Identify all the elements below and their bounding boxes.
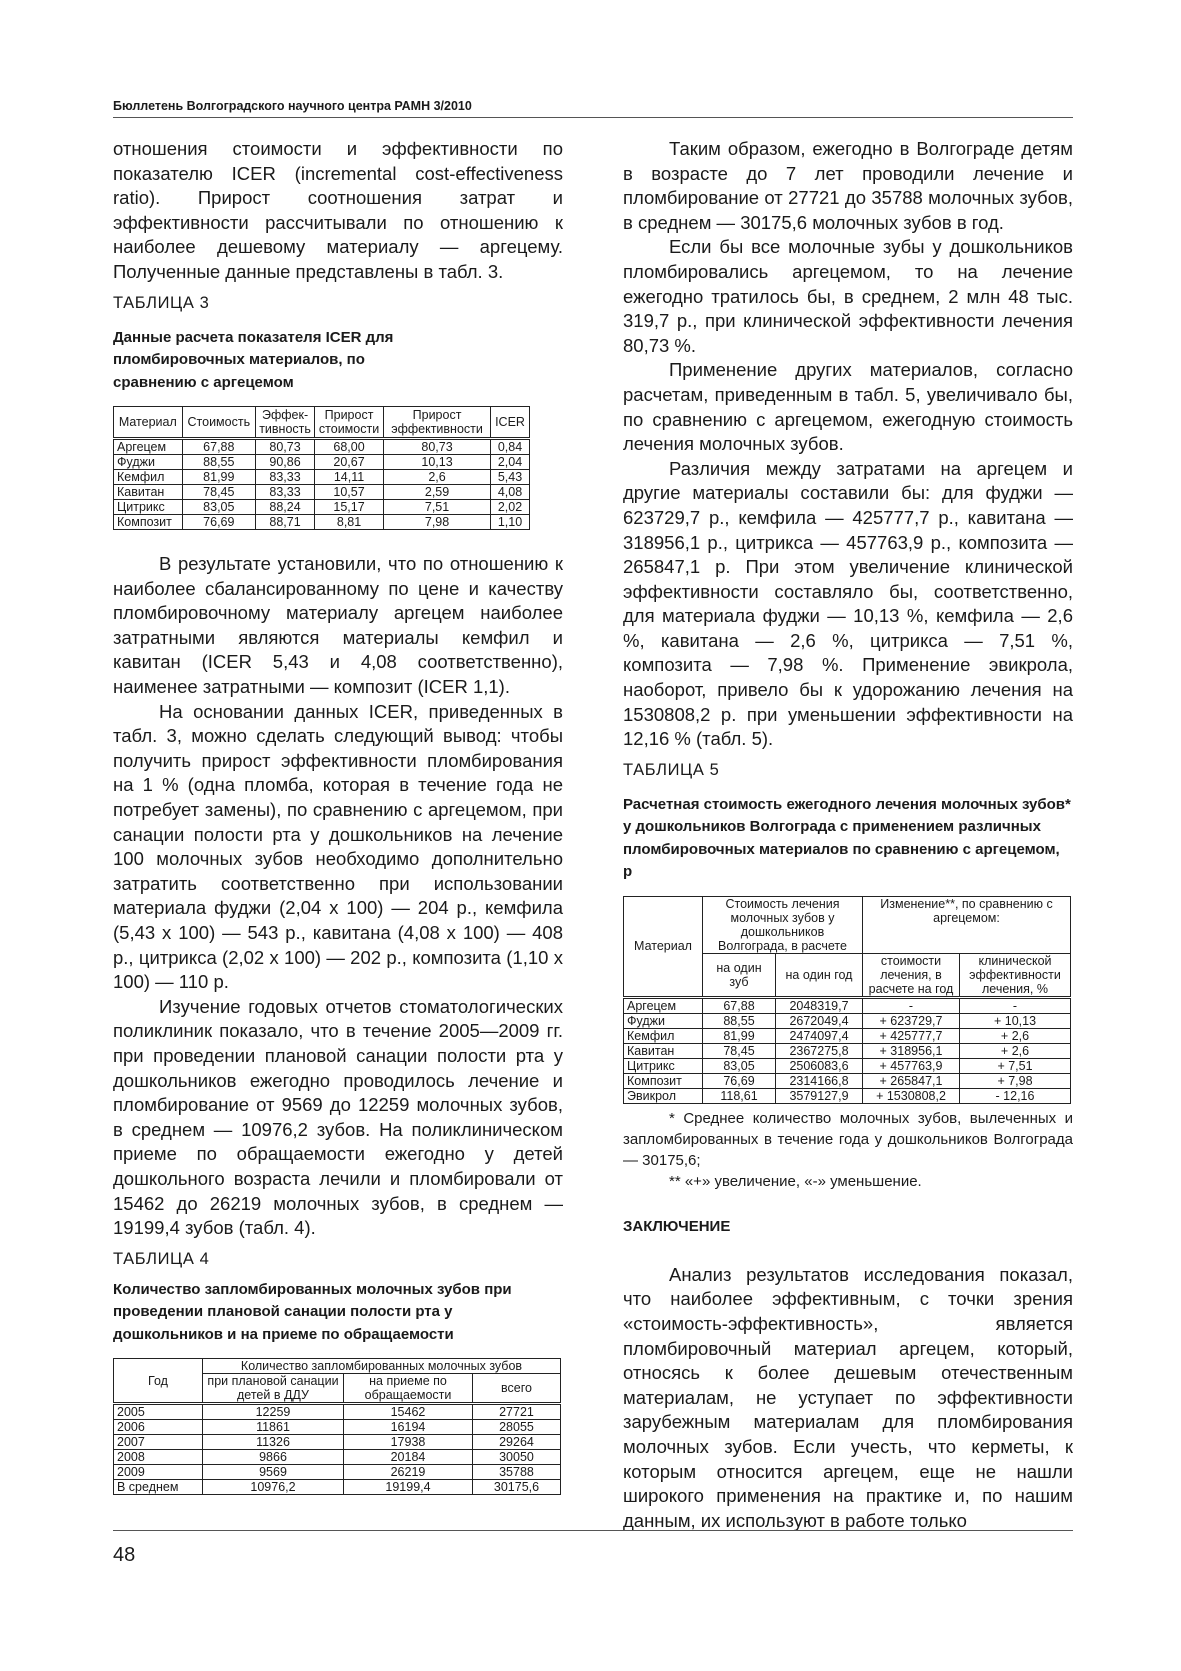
table-cell: 19199,4	[344, 1480, 473, 1495]
table-row	[114, 485, 530, 500]
table-5	[623, 896, 1071, 1104]
table-cell: 118,61	[703, 1088, 776, 1103]
table-header-cell: Материал	[114, 407, 183, 439]
section-heading: ЗАКЛЮЧЕНИЕ	[623, 1217, 731, 1235]
table-cell: 2006	[114, 1420, 203, 1435]
table-3-label: ТАБЛИЦА 3	[113, 293, 210, 312]
table-cell: 2672049,4	[776, 1013, 863, 1028]
paragraph: На основании данных ICER, приведенных в табл. 3, можно сделать следующий вывод: чтобы получить прирост эффективности пломбирования на 1 % (одна пломба, которая в течение года не потребует замены), по сравнению с аргецемом, при санации полости рта у дошкольников на лечение 100 молочных зубов необходимо дополнительно затратить соответственно при использовании материала фуджи (2,04 x 100) — 204 р., кемфила (5,43 x 100) — 543 р., кавитана (4,08 x 100) — 408 р., цитрикса (2,02 x 100) — 202 р., композита (1,10 x 100) — 110 р.	[113, 700, 563, 993]
table-cell: Кавитан	[114, 485, 183, 500]
table-cell: 2005	[114, 1404, 203, 1420]
table-5-body	[624, 997, 1071, 1103]
table-header-cell: Материал	[624, 896, 703, 997]
table-row	[624, 1088, 1071, 1103]
table-cell: 16194	[344, 1420, 473, 1435]
paragraph: Изучение годовых отчетов стоматологических поликлиник показало, что в течение 2005—2009 гг. при проведении плановой санации полости рта у дошкольников ежегодно проводилось лечение и пломбирование от 9569 до 12259 молочных зубов, в среднем — 10976,2 зубов. На поликлиническом приеме по обращаемости ежегодно у детей дошкольного возраста лечили и пломбировали от 15462 до 26219 молочных зубов, в среднем — 19199,4 зубов (табл. 4).	[113, 995, 563, 1239]
table-footnote: ** «+» увеличение, «-» уменьшение.	[669, 1172, 922, 1190]
table-cell: 30175,6	[473, 1480, 561, 1495]
table-cell: 88,55	[182, 455, 255, 470]
left-column	[113, 137, 563, 1495]
table-cell: + 7,98	[960, 1073, 1071, 1088]
table-row	[114, 1435, 561, 1450]
table-header-cell: стоимости лечения, в расчете на год	[863, 953, 960, 997]
table-cell: 9866	[203, 1450, 344, 1465]
table-cell: 81,99	[703, 1028, 776, 1043]
table-cell: 29264	[473, 1435, 561, 1450]
table-cell: 15462	[344, 1404, 473, 1420]
table-row	[114, 439, 530, 455]
table-4	[113, 1358, 561, 1495]
table-cell: 83,05	[182, 500, 255, 515]
table-cell: 26219	[344, 1465, 473, 1480]
table-cell: 88,55	[703, 1013, 776, 1028]
table-cell: 28055	[473, 1420, 561, 1435]
table-cell: + 318956,1	[863, 1043, 960, 1058]
table-header-cell: Эффек-тивность	[256, 407, 315, 439]
table-cell: В среднем	[114, 1480, 203, 1495]
table-cell: 20,67	[315, 455, 384, 470]
table-cell: + 265847,1	[863, 1073, 960, 1088]
table-row	[114, 470, 530, 485]
table-cell: 9569	[203, 1465, 344, 1480]
running-header: Бюллетень Волгоградского научного центра РАМН 3/2010	[113, 99, 472, 113]
table-cell: 88,24	[256, 500, 315, 515]
table-header-cell: при плановой санации детей в ДДУ	[203, 1374, 344, 1404]
table-3-body	[114, 439, 530, 530]
table-cell: 12259	[203, 1404, 344, 1420]
table-5-caption: Расчетная стоимость ежегодного лечения молочных зубов* у дошкольников Волгограда с применением различных пломбировочных материалов по сравнению с аргецемом, р	[623, 795, 1071, 881]
paragraph: Если бы все молочные зубы у дошкольников пломбировались аргецемом, то на лечение ежегодно тратилось бы, в среднем, 2 млн 48 тыс. 319,7 р., при клинической эффективности лечения 80,73 %.	[623, 236, 1073, 356]
paragraph: Таким образом, ежегодно в Волгограде детям в возрасте до 7 лет проводили лечение и пломбирование от 27721 до 35788 молочных зубов, в среднем — 30175,6 молочных зубов в год.	[623, 138, 1073, 233]
table-cell: 30050	[473, 1450, 561, 1465]
footer-rule	[113, 1530, 1073, 1531]
table-cell: 3579127,9	[776, 1088, 863, 1103]
right-column	[623, 137, 1073, 1533]
table-4-label: ТАБЛИЦА 4	[113, 1249, 210, 1268]
table-cell: -	[863, 997, 960, 1013]
table-cell: + 425777,7	[863, 1028, 960, 1043]
table-cell: 2367275,8	[776, 1043, 863, 1058]
table-header-cell: Изменение**, по сравнению с аргецемом:	[863, 896, 1071, 953]
table-header-cell: на один год	[776, 953, 863, 997]
table-cell: 76,69	[703, 1073, 776, 1088]
table-header-cell: всего	[473, 1374, 561, 1404]
table-cell: + 1530808,2	[863, 1088, 960, 1103]
table-cell: Кемфил	[624, 1028, 703, 1043]
table-row	[114, 1480, 561, 1495]
table-cell: - 12,16	[960, 1088, 1071, 1103]
table-4-caption: Количество запломбированных молочных зубов при проведении плановой санации полости рта у дошкольников и на приеме по обращаемости	[113, 1280, 512, 1343]
table-cell: 20184	[344, 1450, 473, 1465]
table-cell: 83,05	[703, 1058, 776, 1073]
table-cell: 8,81	[315, 515, 384, 530]
table-header-cell: ICER	[491, 407, 530, 439]
table-header-cell: Год	[114, 1359, 203, 1404]
table-4-body	[114, 1404, 561, 1495]
table-cell: 2,6	[384, 470, 491, 485]
table-cell: 2,59	[384, 485, 491, 500]
table-cell: 80,73	[384, 439, 491, 455]
table-row	[114, 1404, 561, 1420]
table-cell: 68,00	[315, 439, 384, 455]
table-cell: 67,88	[182, 439, 255, 455]
table-cell: 80,73	[256, 439, 315, 455]
paragraph: отношения стоимости и эффективности по показателю ICER (incremental cost-effectiveness ratio). Прирост соотношения затрат и эффективности рассчитывали по отношению к наиболее дешевому материалу — аргецему. Полученные данные представлены в табл. 3.	[113, 138, 563, 282]
table-cell: 2474097,4	[776, 1028, 863, 1043]
table-cell: Композит	[114, 515, 183, 530]
table-cell: + 457763,9	[863, 1058, 960, 1073]
table-cell: 14,11	[315, 470, 384, 485]
table-cell: Аргецем	[114, 439, 183, 455]
table-cell: 10,57	[315, 485, 384, 500]
table-row	[114, 1465, 561, 1480]
table-header-cell: Стоимость лечения молочных зубов у дошкольников Волгограда, в расчете	[703, 896, 863, 953]
table-cell: 10,13	[384, 455, 491, 470]
table-row	[114, 1450, 561, 1465]
table-cell: 67,88	[703, 997, 776, 1013]
table-cell: Эвикрол	[624, 1088, 703, 1103]
table-cell: 2009	[114, 1465, 203, 1480]
table-row	[114, 455, 530, 470]
table-cell: 78,45	[703, 1043, 776, 1058]
table-cell: Цитрикс	[114, 500, 183, 515]
table-cell: 90,86	[256, 455, 315, 470]
table-3-caption: Данные расчета показателя ICER для пломбировочных материалов, по сравнению с аргецемом	[113, 328, 394, 391]
table-cell: 11326	[203, 1435, 344, 1450]
table-cell: 2,02	[491, 500, 530, 515]
table-cell: Композит	[624, 1073, 703, 1088]
page-number: 48	[113, 1544, 136, 1566]
table-cell: -	[960, 997, 1071, 1013]
table-cell: 88,71	[256, 515, 315, 530]
table-cell: + 2,6	[960, 1043, 1071, 1058]
table-cell: 10976,2	[203, 1480, 344, 1495]
table-cell: 83,33	[256, 470, 315, 485]
table-row	[624, 1028, 1071, 1043]
table-cell: 2314166,8	[776, 1073, 863, 1088]
paragraph: В результате установили, что по отношению к наиболее сбалансированному по цене и качеству пломбировочному материалу аргецем наиболее затратными являются материалы кемфил и кавитан (ICER 5,43 и 4,08 соответственно), наименее затратными — композит (ICER 1,1).	[113, 553, 563, 698]
table-cell: 7,98	[384, 515, 491, 530]
table-footnote: * Среднее количество молочных зубов, вылеченных и запломбированных в течение года у дошкольников Волгограда — 30175,6;	[623, 1109, 1073, 1169]
table-cell: 17938	[344, 1435, 473, 1450]
table-cell: 1,10	[491, 515, 530, 530]
table-3	[113, 406, 530, 530]
table-cell: Кавитан	[624, 1043, 703, 1058]
table-header-cell: клинической эффективности лечения, %	[960, 953, 1071, 997]
table-header-cell: на приеме по обращаемости	[344, 1374, 473, 1404]
table-cell: 2008	[114, 1450, 203, 1465]
table-row	[114, 1420, 561, 1435]
table-5-label: ТАБЛИЦА 5	[623, 760, 720, 779]
table-cell: 2506083,6	[776, 1058, 863, 1073]
table-cell: 2,04	[491, 455, 530, 470]
table-row	[624, 997, 1071, 1013]
table-row	[114, 515, 530, 530]
table-row	[624, 1058, 1071, 1073]
table-cell: 2007	[114, 1435, 203, 1450]
table-cell: 81,99	[182, 470, 255, 485]
table-cell: 83,33	[256, 485, 315, 500]
table-header-cell: на один зуб	[703, 953, 776, 997]
table-header-cell: Количество запломбированных молочных зубов	[203, 1359, 561, 1374]
table-cell: + 7,51	[960, 1058, 1071, 1073]
table-cell: 15,17	[315, 500, 384, 515]
table-cell: 7,51	[384, 500, 491, 515]
table-row	[624, 1043, 1071, 1058]
table-cell: 5,43	[491, 470, 530, 485]
table-cell: 35788	[473, 1465, 561, 1480]
table-cell: 0,84	[491, 439, 530, 455]
header-rule	[113, 117, 1073, 118]
table-cell: 11861	[203, 1420, 344, 1435]
paragraph: Различия между затратами на аргецем и другие материалы составили бы: для фуджи — 623729,7 р., кемфила — 425777,7 р., кавитана — 318956,1 р., цитрикса — 457763,9 р., композита — 265847,1 р. При этом увеличение клинической эффективности составляло бы, соответственно, для материала фуджи — 10,13 %, кемфила — 2,6 %, кавитана — 2,6 %, цитрикса — 7,51 %, композита — 7,98 %. Применение эвикрола, наоборот, привело бы к удорожанию лечения на 1530808,2 р. при уменьшении эффективности на 12,16 % (табл. 5).	[623, 457, 1073, 750]
table-cell: Цитрикс	[624, 1058, 703, 1073]
paragraph: Применение других материалов, согласно расчетам, приведенным в табл. 5, увеличивало бы, по сравнению с аргецемом, ежегодную стоимость лечения молочных зубов.	[623, 359, 1073, 455]
table-header-cell: Прирост стоимости	[315, 407, 384, 439]
table-cell: Кемфил	[114, 470, 183, 485]
table-header-cell: Прирост эффективности	[384, 407, 491, 439]
table-row	[624, 1013, 1071, 1028]
table-cell: 27721	[473, 1404, 561, 1420]
table-cell: Аргецем	[624, 997, 703, 1013]
table-cell: 2048319,7	[776, 997, 863, 1013]
table-header-cell: Стоимость	[182, 407, 255, 439]
table-cell: 78,45	[182, 485, 255, 500]
table-cell: Фуджи	[624, 1013, 703, 1028]
table-cell: + 2,6	[960, 1028, 1071, 1043]
table-cell: 76,69	[182, 515, 255, 530]
paragraph: Анализ результатов исследования показал, что наиболее эффективным, с точки зрения «стоимость-эффективность», является пломбировочный материал аргецем, который, относясь к более дешевым отечественным материалам, не уступает по эффективности зарубежным материалам для пломбирования молочных зубов. Если учесть, что керметы, к которым относится аргецем, еще не нашли широкого применения на практике и, по нашим данным, их используют в работе только	[623, 1263, 1073, 1531]
table-row	[624, 1073, 1071, 1088]
table-row	[114, 500, 530, 515]
table-cell: + 10,13	[960, 1013, 1071, 1028]
table-cell: 4,08	[491, 485, 530, 500]
table-cell: + 623729,7	[863, 1013, 960, 1028]
table-cell: Фуджи	[114, 455, 183, 470]
